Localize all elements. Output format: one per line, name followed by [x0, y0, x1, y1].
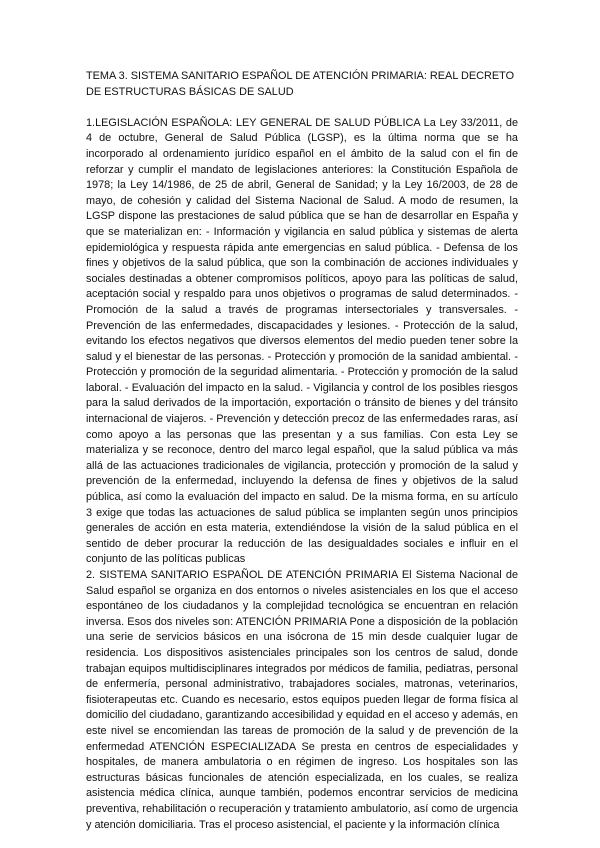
section-sistema-sanitario-paragraph: 2. SISTEMA SANITARIO ESPAÑOL DE ATENCIÓN PRIMARIA El Sistema Nacional de Salud español se organiza en dos entornos o niveles asistenciales en los que el acceso espontáneo de los ciudadanos y la complejidad tecnológica se encuentran en relación inversa. Esos dos niveles son: ATENCIÓN PRIMARIA Pone a disposición de la población una serie de servicios básicos en una isócrona de 15 min desde cualquier lugar de residencia. Los dispositivos asistenciales principales son los centros de salud, donde trabajan equipos multidisciplinares integrados por médicos de familia, pediatras, personal de enfermería, personal administrativo, trabajadores sociales, matronas, veterinarios, fisioterapeutas etc. Cuando es necesario, estos equipos pueden llegar de forma física al domicilio del ciudadano, garantizando accesibilidad y equidad en el acceso y además, en este nivel se encomiendan las tareas de promoción de la salud y de prevención de la enfermedad ATENCIÓN ESPECIALIZADA Se presta en centros de especialidades y hospitales, de manera ambulatoria o en régimen de ingreso. Los hospitales son las estructuras básicas funcionales de atención especializada, en los cuales, se realiza asistencia médica clínica, aunque también, podemos encontrar servicios de medicina preventiva, rehabilitación o recuperación y tratamiento ambulatorio, así como de urgencia y atención domiciliaria. Tras el proceso asistencial, el paciente y la información clínica [86, 569, 518, 831]
section-legislacion-paragraph: 1.LEGISLACIÓN ESPAÑOLA: LEY GENERAL DE SALUD PÚBLICA La Ley 33/2011, de 4 de octubre, General de Salud Pública (LGSP), es la última norma que se ha incorporado al ordenamiento jurídico español en el ámbito de la salud con el fin de reforzar y cumplir el mandato de legislaciones anteriores: la Constitución Española de 1978; la Ley 14/1986, de 25 de abril, General de Sanidad; y la Ley 16/2003, de 28 de mayo, de cohesión y calidad del Sistema Nacional de Salud. A modo de resumen, la LGSP dispone las prestaciones de salud pública que se han de desarrollar en España y que se materializan en: - Información y vigilancia en salud pública y sistemas de alerta epidemiológica y respuesta rápida ante emergencias en salud pública. - Defensa de los fines y objetivos de la salud pública, que son la combinación de acciones individuales y sociales destinadas a obtener compromisos políticos, apoyo para las políticas de salud, aceptación social y respaldo para unos objetivos o programas de salud determinados. - Promoción de la salud a través de programas intersectoriales y transversales. - Prevención de las enfermedades, discapacidades y lesiones. - Protección de la salud, evitando los efectos negativos que diversos elementos del medio pueden tener sobre la salud y el bienestar de las personas. - Protección y promoción de la sanidad ambiental. - Protección y promoción de la seguridad alimentaria. - Protección y promoción de la salud laboral. - Evaluación del impacto en la salud. - Vigilancia y control de los posibles riesgos para la salud derivados de la importación, exportación o tránsito de bienes y del tránsito internacional de viajeros. - Prevención y detección precoz de las enfermedades raras, así como apoyo a las personas que las presentan y a sus familias. Con esta Ley se materializa y se reconoce, dentro del marco legal español, que la salud pública va más allá de las actuaciones tradicionales de vigilancia, protección y promoción de la salud y prevención de la enfermedad, incluyendo la defensa de fines y objetivos de la salud pública, así como la evaluación del impacto en salud. De la misma forma, en su artículo 3 exige que todas las actuaciones de salud pública se implanten según unos principios generales de acción en esta materia, extendiéndose la visión de la salud pública en el sentido de deber procurar la reducción de las desigualdades sociales e influir en el conjunto de las políticas publicas [86, 116, 518, 566]
document-page [86, 69, 518, 833]
document-title: TEMA 3. SISTEMA SANITARIO ESPAÑOL DE ATENCIÓN PRIMARIA: REAL DECRETO DE ESTRUCTURAS BÁSICAS DE SALUD [86, 70, 515, 98]
